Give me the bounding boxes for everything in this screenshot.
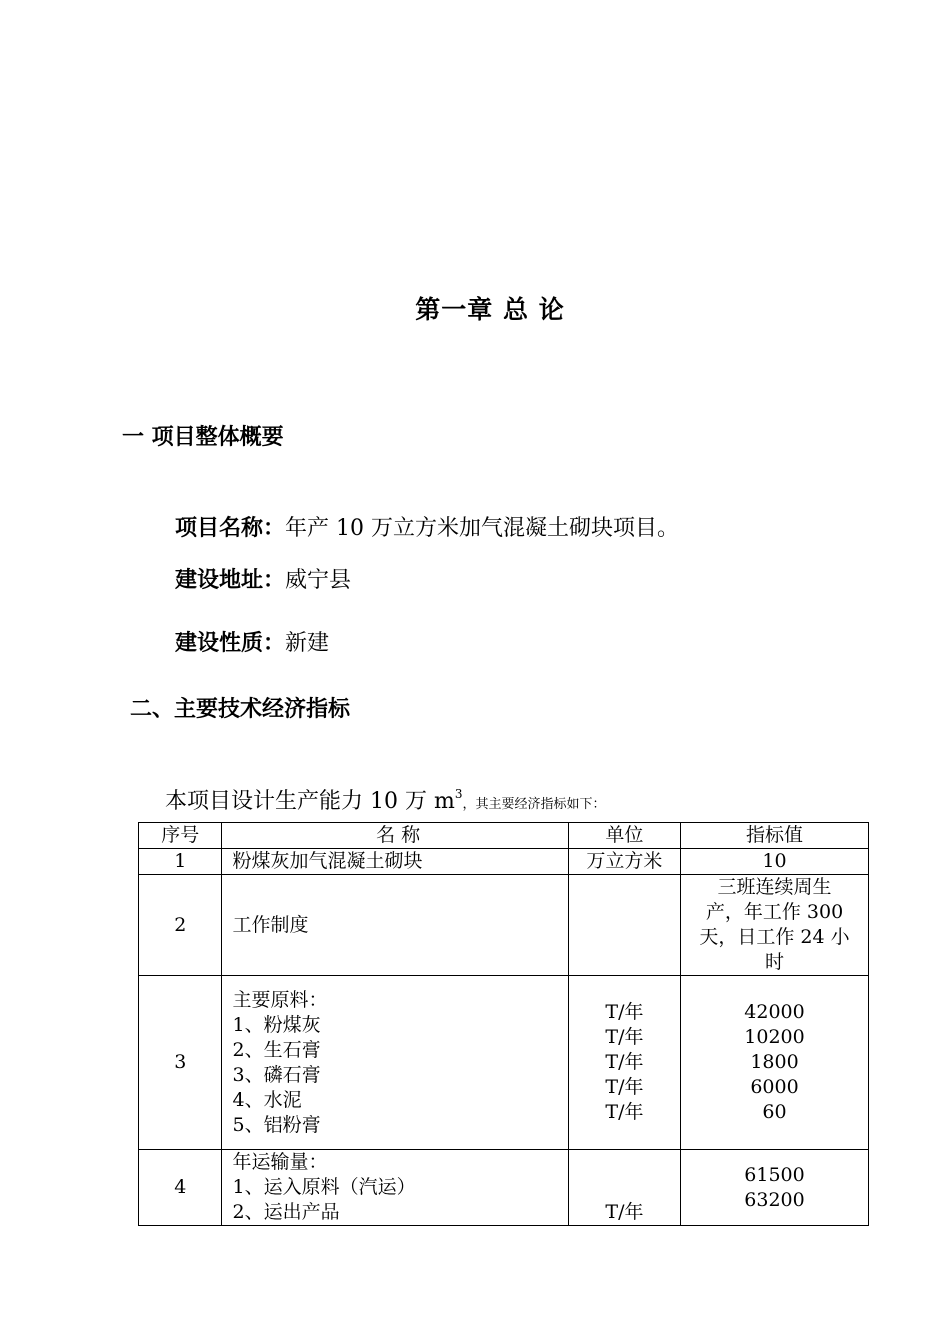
row4-name-line: 1、运入原料（汽运） (232, 1176, 416, 1198)
row3-no: 3 (139, 976, 222, 1150)
row4-unit: T/年 (568, 1150, 680, 1226)
header-value: 指标值 (681, 823, 869, 849)
row3-unit (568, 976, 680, 1150)
table-row (139, 976, 869, 1150)
row3-unit-line: T/年 (605, 1051, 644, 1073)
row1-no: 1 (139, 849, 222, 875)
row3-name-line: 2、生石膏 (232, 1038, 321, 1061)
row3-value-line: 6000 (750, 1076, 799, 1098)
row3-unit-line: T/年 (605, 1076, 644, 1098)
row1-name: 粉煤灰加气混凝土砌块 (222, 849, 568, 875)
row4-name-line: 年运输量： (232, 1151, 328, 1173)
row4-value-line: 61500 (744, 1163, 805, 1186)
row1-unit: 万立方米 (568, 849, 680, 875)
table-row (139, 849, 869, 875)
row4-no: 4 (139, 1150, 222, 1226)
row4-value (681, 1150, 869, 1226)
header-no: 序号 (139, 823, 222, 849)
row4-name-line: 2、运出产品 (232, 1201, 340, 1223)
construction-nature-field (175, 626, 329, 657)
header-unit: 单位 (568, 823, 680, 849)
row3-unit-line: T/年 (605, 1101, 644, 1123)
row3-name-line: 5、铝粉膏 (232, 1113, 321, 1136)
row3-unit-line: T/年 (605, 1001, 644, 1023)
project-name-field (175, 511, 679, 542)
project-name-value: 年产 10 万立方米加气混凝土砌块项目。 (285, 516, 679, 541)
intro-tail-text: ，其主要经济指标如下： (462, 797, 606, 812)
section-heading-indicators: 二、主要技术经济指标 (130, 697, 351, 722)
table-header-row (139, 823, 869, 849)
row2-unit (568, 875, 680, 976)
intro-superscript: 3 (454, 787, 463, 801)
chapter-title: 第一章 总 论 (415, 295, 565, 324)
row2-value-line: 天，日工作 24 小 (699, 926, 850, 948)
row3-name-line: 1、粉煤灰 (232, 1013, 321, 1036)
header-name: 名 称 (222, 823, 568, 849)
row2-no: 2 (139, 875, 222, 976)
construction-nature-value: 新建 (285, 631, 330, 656)
row3-value-line: 42000 (744, 1001, 805, 1023)
project-name-label: 项目名称： (175, 516, 286, 541)
row3-name (222, 976, 568, 1150)
row3-value-line: 10200 (744, 1026, 805, 1048)
row2-value-line: 产，年工作 300 (705, 901, 844, 923)
row3-name-line: 主要原料： (232, 988, 328, 1011)
section-heading-overview: 一 项目整体概要 (122, 425, 284, 450)
table-row (139, 1150, 869, 1226)
row2-value-line: 时 (765, 951, 785, 973)
row3-value-line: 1800 (750, 1051, 799, 1073)
indicators-table (138, 822, 869, 1226)
row3-name-line: 4、水泥 (232, 1088, 302, 1111)
row1-value: 10 (681, 849, 869, 875)
construction-address-label: 建设地址： (175, 568, 286, 593)
table-row (139, 875, 869, 976)
row2-value-line: 三班连续周生 (717, 876, 832, 898)
row3-value (681, 976, 869, 1150)
row3-unit-line: T/年 (605, 1026, 644, 1048)
row2-value (681, 875, 869, 976)
row3-name-line: 3、磷石膏 (232, 1063, 321, 1086)
row3-value-line: 60 (762, 1101, 787, 1123)
row4-value-line: 63200 (744, 1188, 805, 1211)
row4-name (222, 1150, 568, 1226)
row2-name: 工作制度 (222, 875, 568, 976)
construction-nature-label: 建设性质： (175, 631, 286, 656)
construction-address-value: 威宁县 (285, 568, 352, 593)
construction-address-field (175, 563, 351, 594)
indicators-intro (165, 784, 606, 815)
intro-main-text: 本项目设计生产能力 10 万 m (165, 789, 455, 814)
